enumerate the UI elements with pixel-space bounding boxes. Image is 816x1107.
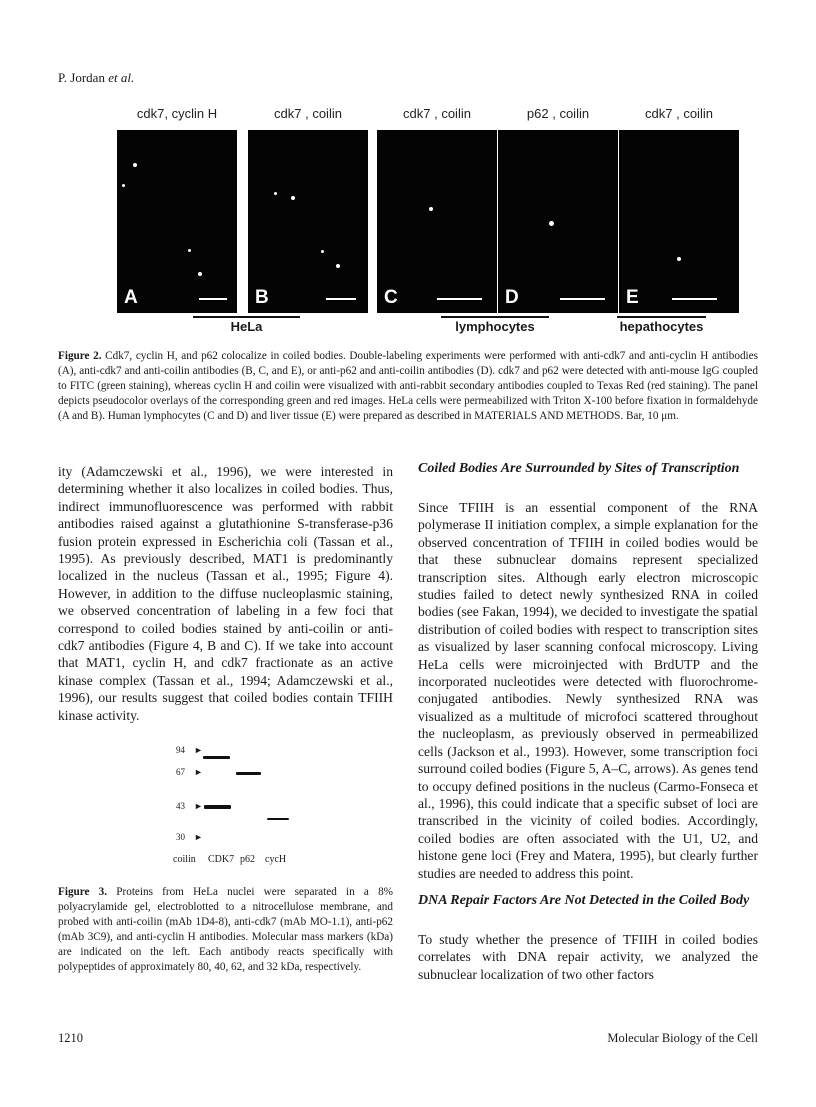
band-p62 bbox=[236, 772, 261, 775]
figure-2-caption bbox=[58, 349, 758, 424]
header-author: P. Jordan bbox=[58, 70, 109, 85]
section-dna-repair-text: To study whether the presence of TFIIH in coiled bodies correlates with DNA repair activity, we analyzed the subnuclear localization of two other factors bbox=[418, 932, 758, 982]
coiled-body-dot bbox=[321, 250, 324, 253]
micrograph-panel-a bbox=[117, 130, 237, 313]
scale-bar bbox=[437, 298, 482, 300]
panel-b-label: cdk7 , coilin bbox=[274, 106, 342, 121]
micrograph-panel-e bbox=[619, 130, 739, 313]
section-heading-transcription: Coiled Bodies Are Surrounded by Sites of Transcription bbox=[418, 461, 740, 476]
figure-2-caption-title: Figure 2. bbox=[58, 350, 102, 362]
group-label-hepathocytes: hepathocytes bbox=[619, 319, 704, 334]
group-line-hela bbox=[193, 316, 300, 318]
panel-letter: D bbox=[505, 287, 519, 308]
coiled-body-dot bbox=[429, 207, 433, 211]
scale-bar bbox=[672, 298, 717, 300]
marker-arrow-icon: ► bbox=[194, 832, 203, 842]
coiled-body-dot bbox=[677, 257, 681, 261]
section-dna-repair-body bbox=[418, 931, 758, 983]
marker-43: 43 bbox=[176, 801, 185, 811]
panel-a-label: cdk7, cyclin H bbox=[136, 106, 218, 121]
panel-letter: E bbox=[626, 287, 639, 308]
scale-bar bbox=[560, 298, 605, 300]
panel-letter: B bbox=[255, 287, 269, 308]
band-coilin bbox=[203, 756, 230, 759]
panel-c-label: cdk7 , coilin bbox=[403, 106, 471, 121]
coiled-body-dot bbox=[122, 184, 125, 187]
panel-d-label: p62 , coilin bbox=[526, 106, 590, 121]
scale-bar bbox=[199, 298, 227, 300]
micrograph-panel-d bbox=[498, 130, 618, 313]
band-cdk7 bbox=[204, 805, 231, 809]
coiled-body-dot bbox=[198, 272, 202, 276]
coiled-body-dot bbox=[336, 264, 340, 268]
marker-94: 94 bbox=[176, 745, 185, 755]
coiled-body-dot bbox=[549, 221, 554, 226]
coiled-body-dot bbox=[133, 163, 137, 167]
coiled-body-dot bbox=[274, 192, 277, 195]
band-cych bbox=[267, 818, 289, 820]
header-etal: et al. bbox=[108, 70, 135, 85]
lane-coilin: coilin bbox=[173, 854, 196, 865]
marker-arrow-icon: ► bbox=[194, 801, 203, 811]
figure-2-caption-text: Cdk7, cyclin H, and p62 colocalize in coiled bodies. Double-labeling experiments were performed with anti-cdk7 and anti-cyclin H antibodies (A), anti-cdk7 and anti-coilin antibodies (B, C, and E), or anti-p62 and anti-coilin antibodies (D). cdk7 and p62 were detected with anti-mouse IgG coupled to FITC (green staining), whereas cyclin H and coilin were visualized with anti-rabbit secondary antibodies coupled to Texas Red (red staining). The panel depicts pseudocolor overlays of the corresponding green and red images. HeLa cells were permeabilized with Triton X-100 before fixation in formaldehyde (A and B). Human lymphocytes (C and D) and liver tissue (E) were prepared as described in MATERIALS AND METHODS. Bar, 10 μm. bbox=[58, 350, 758, 422]
marker-arrow-icon: ► bbox=[194, 767, 203, 777]
marker-30: 30 bbox=[176, 832, 185, 842]
micrograph-panel-b bbox=[248, 130, 368, 313]
marker-arrow-icon: ► bbox=[194, 745, 203, 755]
panel-letter: A bbox=[124, 287, 138, 308]
coiled-body-dot bbox=[291, 196, 295, 200]
lane-cdk7: CDK7 bbox=[208, 854, 235, 865]
scale-bar bbox=[326, 298, 356, 300]
figure-3-caption-text: Proteins from HeLa nuclei were separated in a 8% polyacrylamide gel, electroblotted to a nitrocellulose membrane, and probed with anti-coilin (mAb 1D4-8), anti-cdk7 (mAb MO-1.1), anti-p62 (mAb 3C9), and anti-cyclin H antibodies. Molecular mass markers (kDa) are indicated on the left. Each antibody reacts specifically with polypeptides of approximately 80, 40, 62, and 32 kDa, respectively. bbox=[58, 886, 393, 973]
page-number: 1210 bbox=[58, 1031, 83, 1045]
figure-3-caption-title: Figure 3. bbox=[58, 886, 108, 898]
section-transcription-body bbox=[418, 499, 758, 882]
left-paragraph-text: ity (Adamczewski et al., 1996), we were interested in determining whether it also localizes in coiled bodies. Thus, indirect immunofluorescence was performed with rabbit antibodies raised against a glutathionine S-transferase-p36 fusion protein expressed in Escherichia coli (Tassan et al., 1995). As previously described, MAT1 is predominantly localized in the nucleus (Tassan et al., 1995; Figure 4). However, in addition to the diffuse nucleoplasmic staining, we observed concentration of labeling in a few foci that correspond to coiled bodies stained by anti-coilin or anti-cdk7 antibodies (Figure 4, B and C). If we take into account that MAT1, cyclin H, and cdk7 fractionate as an active kinase complex (Tassan et al., 1994; Adamczewski et al., 1996), our results suggest that coiled bodies contain TFIIH kinase activity. bbox=[58, 464, 393, 723]
marker-67: 67 bbox=[176, 767, 185, 777]
running-header bbox=[58, 70, 134, 86]
section-heading-dna-repair: DNA Repair Factors Are Not Detected in the Coiled Body bbox=[418, 893, 750, 908]
group-label-lymphocytes: lymphocytes bbox=[455, 319, 535, 334]
left-paragraph bbox=[58, 463, 393, 724]
group-line-hepathocytes bbox=[617, 316, 706, 318]
section-transcription-text: Since TFIIH is an essential component of the RNA polymerase II initiation complex, a simple explanation for the observed concentration of TFIIH in coiled bodies would be that these subnuclear domains represent specialized transcription sites. Although early electron microscopic studies failed to detect newly synthesized RNA in coiled bodies (see Fakan, 1994), we decided to investigate the spatial distribution of coiled bodies with respect to transcription sites as visualized by laser scanning confocal microscopy. Living HeLa cells were microinjected with BrdUTP and the incorporated nucleotides were detected with fluorochrome-conjugated antibodies. Newly synthesized RNA was visualized as a multitude of microfoci scattered throughout the nucleoplasm, as previously observed in permeabilized cells (Jackson et al., 1993). However, some transcription foci surround coiled bodies (Figure 5, A–C, arrows). As genes tend to occupy defined positions in the nucleus (Carmo-Fonseca et al., 1996), this could indicate that a specific subset of loci are transcribed in the vicinity of coiled bodies. Accordingly, coiled bodies are often associated with the U1, U2, and histone gene loci (Frey and Matera, 1995), but clearly further studies are needed to address this point. bbox=[418, 500, 758, 881]
micrograph-panel-c bbox=[377, 130, 497, 313]
journal-name: Molecular Biology of the Cell bbox=[607, 1031, 758, 1045]
lane-p62: p62 bbox=[240, 854, 255, 865]
group-label-hela: HeLa bbox=[230, 319, 263, 334]
coiled-body-dot bbox=[188, 249, 191, 252]
lane-cych: cycH bbox=[265, 854, 287, 865]
panel-letter: C bbox=[384, 287, 398, 308]
panel-e-label: cdk7 , coilin bbox=[645, 106, 713, 121]
figure-3-caption bbox=[58, 885, 393, 975]
group-line-lymphocytes bbox=[441, 316, 549, 318]
